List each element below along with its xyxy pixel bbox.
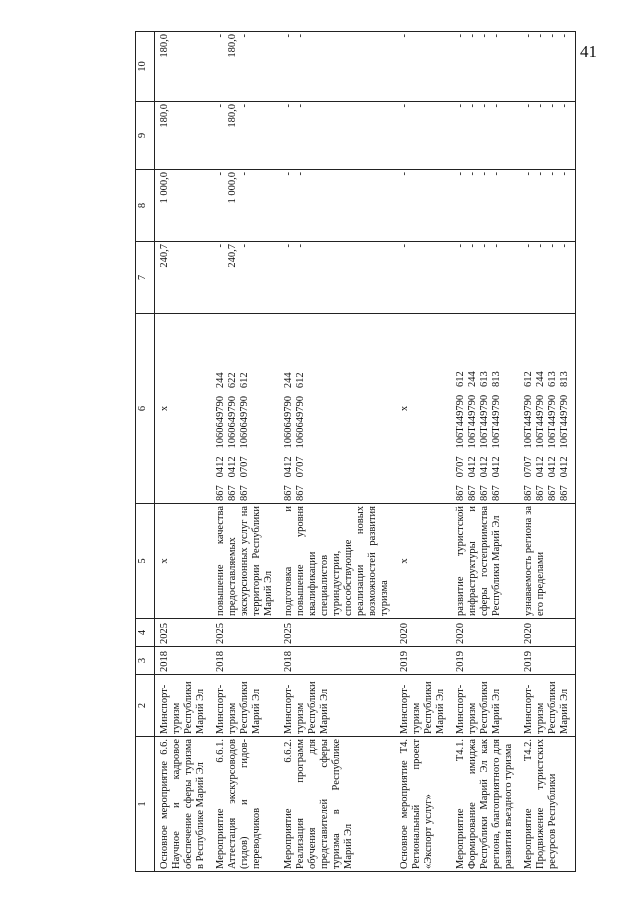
- end-year: 2025: [279, 619, 395, 647]
- page-number: 41: [580, 42, 597, 61]
- expected-result: повышение качества предоставляемых экскурсионных услуг на территории Республики Марий Эл: [211, 504, 279, 619]
- expected-result: х: [395, 504, 451, 619]
- start-year: 2019: [451, 647, 519, 675]
- executor: Минспорт-туризм Республики Марий Эл: [451, 675, 519, 737]
- table-row: [155, 32, 212, 872]
- expected-result: х: [155, 504, 212, 619]
- executor: Минспорт-туризм Республики Марий Эл: [211, 675, 279, 737]
- rotated-table-container: [135, 32, 615, 872]
- value-2020: - - - -: [451, 102, 519, 170]
- col-header-2: 2: [136, 675, 155, 737]
- budget-codes: 867 0412 1060649790 244 867 0412 1060649790 622 867 0707 1060649790 612: [211, 314, 279, 504]
- col-header-9: 9: [136, 102, 155, 170]
- value-2019: 1 000,0: [155, 170, 212, 242]
- start-year: 2018: [211, 647, 279, 675]
- budget-codes: х: [395, 314, 451, 504]
- activity-name: Мероприятие 6.6.2. Реализация программ обучения для представителей сферы туризма в Республике Марий Эл: [279, 737, 395, 872]
- activity-name: Мероприятие Т4.1. Формирование имиджа Республики Марий Эл как региона, благоприятного для развития въездного туризма: [451, 737, 519, 872]
- end-year: 2025: [155, 619, 212, 647]
- value-2021: - 180,0 -: [211, 32, 279, 102]
- table-row: [395, 32, 451, 872]
- value-2020: - - - -: [519, 102, 576, 170]
- end-year: 2020: [519, 619, 576, 647]
- activity-name: Основное мероприятие 6.6. Научное и кадровое обеспечение сферы туризма в Республике Марий Эл: [155, 737, 212, 872]
- value-2018: 240,7: [155, 242, 212, 314]
- budget-codes: 867 0707 106T449790 612 867 0412 106T449790 244 867 0412 106T449790 613 867 0412 106T449790 813: [451, 314, 519, 504]
- value-2021: - -: [279, 32, 395, 102]
- value-2018: - 240,7 -: [211, 242, 279, 314]
- value-2021: - - - -: [451, 32, 519, 102]
- end-year: 2020: [395, 619, 451, 647]
- executor: Минспорт-туризм Республики Марий Эл: [155, 675, 212, 737]
- activity-name: Мероприятие Т4.2. Продвижение туристских ресурсов Республики: [519, 737, 576, 872]
- col-header-4: 4: [136, 619, 155, 647]
- start-year: 2019: [395, 647, 451, 675]
- value-2021: - - - -: [519, 32, 576, 102]
- activity-name: Основное мероприятие Т4. Региональный проект «Экспорт услуг»: [395, 737, 451, 872]
- header-row: [136, 32, 155, 872]
- value-2019: - -: [279, 170, 395, 242]
- executor: Минспорт-туризм Республики Марий Эл: [279, 675, 395, 737]
- table-row: [279, 32, 395, 872]
- value-2018: - -: [279, 242, 395, 314]
- col-header-6: 6: [136, 314, 155, 504]
- col-header-3: 3: [136, 647, 155, 675]
- activity-name: Мероприятие 6.6.1. Аттестация экскурсоводов (гидов) и гидов-переводчиков: [211, 737, 279, 872]
- value-2020: - -: [279, 102, 395, 170]
- start-year: 2018: [155, 647, 212, 675]
- expected-result: подготовка и повышение уровня квалификации специалистов туриндустрии, способствующие реализации новых возможностей развития туризма: [279, 504, 395, 619]
- value-2018: - - - -: [519, 242, 576, 314]
- col-header-10: 10: [136, 32, 155, 102]
- start-year: 2019: [519, 647, 576, 675]
- table-row: [519, 32, 576, 872]
- value-2021: -: [395, 32, 451, 102]
- table-row: [211, 32, 279, 872]
- end-year: 2020: [451, 619, 519, 647]
- value-2018: -: [395, 242, 451, 314]
- col-header-7: 7: [136, 242, 155, 314]
- expected-result: узнаваемость региона за его пределами: [519, 504, 576, 619]
- end-year: 2025: [211, 619, 279, 647]
- value-2021: 180,0: [155, 32, 212, 102]
- col-header-8: 8: [136, 170, 155, 242]
- value-2019: -: [395, 170, 451, 242]
- executor: Минспорт-туризм Республики Марий Эл: [395, 675, 451, 737]
- budget-codes: 867 0707 106T449790 612 867 0412 106T449790 244 867 0412 106T449790 613 867 0412 106T449790 813: [519, 314, 576, 504]
- budget-table: [135, 31, 576, 872]
- value-2020: - 180,0 -: [211, 102, 279, 170]
- budget-codes: х: [155, 314, 212, 504]
- value-2019: - - - -: [451, 170, 519, 242]
- executor: Минспорт-туризм Республики Марий Эл: [519, 675, 576, 737]
- start-year: 2018: [279, 647, 395, 675]
- budget-codes: 867 0412 1060649790 244 867 0707 1060649790 612: [279, 314, 395, 504]
- expected-result: развитие туристской инфраструктуры и сферы гостеприимства Республики Марий Эл: [451, 504, 519, 619]
- col-header-5: 5: [136, 504, 155, 619]
- table-row: [451, 32, 519, 872]
- value-2018: - - - -: [451, 242, 519, 314]
- col-header-1: 1: [136, 737, 155, 872]
- value-2020: -: [395, 102, 451, 170]
- value-2019: - 1 000,0 -: [211, 170, 279, 242]
- value-2020: 180,0: [155, 102, 212, 170]
- value-2019: - - - -: [519, 170, 576, 242]
